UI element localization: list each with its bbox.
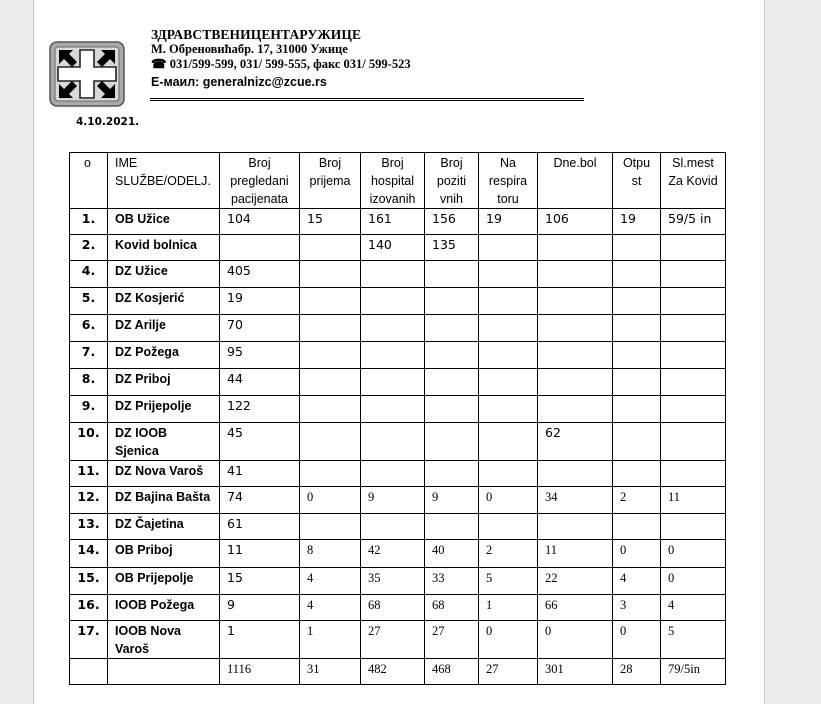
row-number: 15. [70,568,108,595]
table-cell [613,288,661,315]
table-cell [361,261,425,288]
table-cell: 468 [425,659,479,685]
table-cell: 135 [425,235,479,261]
totals-row [70,659,726,685]
table-cell: 66 [538,595,613,621]
table-cell [613,261,661,288]
column-header: Na respira toru [479,153,538,209]
table-cell: 45 [220,423,300,461]
table-cell: 140 [361,235,425,261]
table-cell: 11 [538,540,613,568]
table-cell [538,461,613,487]
table-cell [300,423,361,461]
table-row [70,235,726,261]
column-header: Otpu st [613,153,661,209]
table-cell [479,423,538,461]
table-cell [425,288,479,315]
table-cell: 2 [479,540,538,568]
table-cell [661,235,726,261]
table-cell: 33 [425,568,479,595]
table-cell: 1116 [220,659,300,685]
phone-fax: ☎ 031/599-599, 031/ 599-555, факс 031/ 599-523 [151,57,411,71]
table-cell [479,461,538,487]
table-cell [300,342,361,369]
table-cell [479,261,538,288]
row-number: 16. [70,595,108,621]
row-number: 4. [70,261,108,288]
table-cell: 41 [220,461,300,487]
table-cell: 15 [300,209,361,235]
row-number: 13. [70,514,108,540]
table-cell: 19 [613,209,661,235]
table-cell [613,396,661,423]
column-header: IME SLUŽBE/ODELJ. [108,153,220,209]
department-name: DZ Požega [108,342,220,369]
column-header: o [70,153,108,209]
department-name: OB Prijepolje [108,568,220,595]
table-cell [300,235,361,261]
table-cell: 0 [538,621,613,659]
department-name: OB Užice [108,209,220,235]
table-cell: 22 [538,568,613,595]
table-cell: 9 [425,487,479,514]
department-name: DZ Arilje [108,315,220,342]
table-cell [661,514,726,540]
table-cell: 122 [220,396,300,423]
department-name: DZ Užice [108,261,220,288]
table-cell: 0 [479,487,538,514]
table-cell [613,235,661,261]
row-number [70,659,108,685]
table-row [70,342,726,369]
table-cell: 5 [479,568,538,595]
department-name: Kovid bolnica [108,235,220,261]
table-cell: 0 [661,540,726,568]
table-cell [425,423,479,461]
table-cell: 482 [361,659,425,685]
table-cell: 405 [220,261,300,288]
table-cell: 0 [300,487,361,514]
table-row [70,487,726,514]
table-cell: 1 [300,621,361,659]
header-rule [150,98,584,99]
row-number: 7. [70,342,108,369]
table-cell [220,235,300,261]
table-cell [538,342,613,369]
table-cell [479,315,538,342]
table-cell [425,315,479,342]
table-row [70,288,726,315]
table-cell [300,288,361,315]
table-cell: 0 [661,568,726,595]
table-cell [425,461,479,487]
table-cell: 35 [361,568,425,595]
table-cell: 8 [300,540,361,568]
table-cell: 9 [361,487,425,514]
table-cell [661,288,726,315]
table-row [70,369,726,396]
table-row [70,261,726,288]
table-cell [361,369,425,396]
table-cell: 104 [220,209,300,235]
department-name: DZ IOOB Sjenica [108,423,220,461]
table-cell [613,315,661,342]
table-cell [425,514,479,540]
table-cell: 11 [661,487,726,514]
row-number: 12. [70,487,108,514]
table-cell: 74 [220,487,300,514]
table-cell [300,396,361,423]
table-cell: 27 [425,621,479,659]
row-number: 11. [70,461,108,487]
table-cell [425,396,479,423]
table-cell: 106 [538,209,613,235]
department-name: DZ Priboj [108,369,220,396]
table-cell: 3 [613,595,661,621]
table-cell: 1 [479,595,538,621]
row-number: 14. [70,540,108,568]
header-rule-double [150,100,584,101]
table-cell: 15 [220,568,300,595]
address: М. Обреновићабр. 17, 31000 Ужице [151,42,348,56]
table-cell: 34 [538,487,613,514]
table-cell [613,461,661,487]
table-cell: 0 [613,540,661,568]
table-cell: 161 [361,209,425,235]
table-cell [361,288,425,315]
table-cell: 79/5in [661,659,726,685]
table-header-row [70,153,726,209]
column-header: Broj pregledani pacijenata [220,153,300,209]
letterhead [151,27,411,90]
column-header: Sl.mest Za Kovid [661,153,726,209]
table-cell [300,315,361,342]
statistics-table [69,152,726,685]
table-row [70,540,726,568]
table-row [70,396,726,423]
table-cell [538,315,613,342]
table-row [70,595,726,621]
department-name: DZ Nova Varoš [108,461,220,487]
column-header: Broj prijema [300,153,361,209]
table-row [70,209,726,235]
table-cell [661,461,726,487]
table-cell [661,396,726,423]
table-cell [538,514,613,540]
table-row [70,315,726,342]
table-cell: 4 [661,595,726,621]
table-cell [479,369,538,396]
column-header: Broj hospital izovanih [361,153,425,209]
row-number: 6. [70,315,108,342]
table-cell: 5 [661,621,726,659]
table-cell [661,261,726,288]
table-row [70,461,726,487]
table-cell: 68 [361,595,425,621]
table-cell: 4 [613,568,661,595]
table-cell [361,514,425,540]
table-cell [613,342,661,369]
table-cell: 1 [220,621,300,659]
table-cell [479,288,538,315]
table-cell [661,423,726,461]
table-cell: 0 [479,621,538,659]
table-cell [361,342,425,369]
email: Е-маил: generalnizc@zcue.rs [151,75,327,89]
department-name: DZ Bajina Bašta [108,487,220,514]
table-cell [361,315,425,342]
table-cell [361,396,425,423]
department-name [108,659,220,685]
table-cell [661,315,726,342]
table-cell [479,514,538,540]
table-cell: 27 [479,659,538,685]
table-cell [538,396,613,423]
table-cell [300,369,361,396]
row-number: 2. [70,235,108,261]
table-cell [538,261,613,288]
table-cell: 4 [300,595,361,621]
table-cell: 19 [220,288,300,315]
table-cell: 31 [300,659,361,685]
organization-name: ЗДРАВСТВЕНИЦЕНТАРУЖИЦЕ [151,27,362,42]
table-cell: 156 [425,209,479,235]
table-cell: 95 [220,342,300,369]
table-cell [613,369,661,396]
table-cell: 62 [538,423,613,461]
row-number: 1. [70,209,108,235]
table-cell [613,514,661,540]
table-cell [661,369,726,396]
table-cell [361,423,425,461]
report-date: 4.10.2021. [76,116,140,128]
table-cell: 68 [425,595,479,621]
column-header: Broj poziti vnih [425,153,479,209]
department-name: IOOB Nova Varoš [108,621,220,659]
table-cell [479,396,538,423]
table-cell: 44 [220,369,300,396]
table-cell [538,288,613,315]
department-name: OB Priboj [108,540,220,568]
table-cell [425,342,479,369]
table-row [70,423,726,461]
table-cell [661,342,726,369]
table-cell [538,235,613,261]
table-cell [613,423,661,461]
table-cell: 301 [538,659,613,685]
table-cell: 59/5 in [661,209,726,235]
table-cell [300,514,361,540]
table-cell [361,461,425,487]
row-number: 10. [70,423,108,461]
table-cell: 2 [613,487,661,514]
department-name: DZ Čajetina [108,514,220,540]
table-cell: 42 [361,540,425,568]
row-number: 9. [70,396,108,423]
row-number: 8. [70,369,108,396]
table-cell [425,369,479,396]
table-cell [479,235,538,261]
department-name: IOOB Požega [108,595,220,621]
table-row [70,568,726,595]
table-cell: 40 [425,540,479,568]
table-cell: 27 [361,621,425,659]
table-cell [300,261,361,288]
table-cell: 0 [613,621,661,659]
health-center-logo [49,41,125,107]
table-cell: 9 [220,595,300,621]
table-cell: 4 [300,568,361,595]
table-cell: 11 [220,540,300,568]
department-name: DZ Kosjerić [108,288,220,315]
table-cell [538,369,613,396]
table-cell: 19 [479,209,538,235]
department-name: DZ Prijepolje [108,396,220,423]
table-cell [425,261,479,288]
table-row [70,514,726,540]
column-header: Dne.bol [538,153,613,209]
table-cell [300,461,361,487]
table-cell: 61 [220,514,300,540]
row-number: 17. [70,621,108,659]
table-cell: 70 [220,315,300,342]
table-cell [479,342,538,369]
row-number: 5. [70,288,108,315]
table-cell: 28 [613,659,661,685]
table-row [70,621,726,659]
